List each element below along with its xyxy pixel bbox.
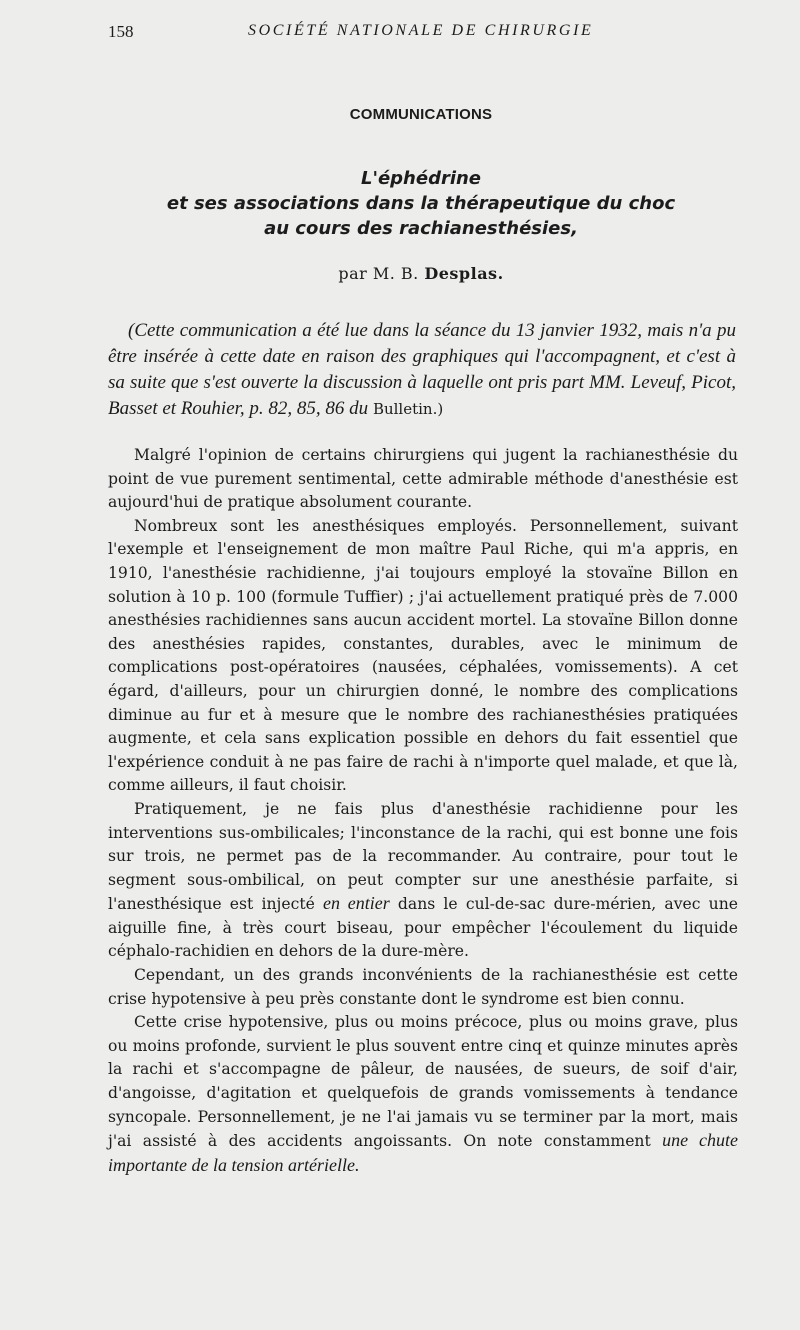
title-line-1: L'éphédrine: [360, 168, 482, 189]
paragraph-3-text-b: dans le cul-de-sac dure-mérien, avec une aiguille fine, à très court biseau, pour empêcher l'écoulement du liquide céphalo-rachidien en dehors de la dure-mère.: [108, 895, 738, 961]
paragraph-3-text-a: Pratiquement, je ne fais plus d'anesthésie rachidienne pour les interventions sus-ombilicales; l'inconstance de la rachi, qui est bonne une fois sur trois, ne permet pas de la recommander. Au contraire, pour tout le segment sous-ombilical, on peut compter sur une anesthésie parfaite, si l'anesthésique est injecté: [108, 799, 738, 914]
paragraph-3: [108, 798, 738, 964]
title-line-3: au cours des rachianesthésies,: [264, 218, 578, 239]
title-line-2: et ses associations dans la thérapeutique du choc: [166, 193, 676, 214]
paragraph-5-emphasis: une chute importante de la tension artérielle.: [108, 1130, 738, 1175]
section-heading: COMMUNICATIONS: [349, 106, 493, 123]
editorial-note: [108, 318, 736, 422]
paragraph-5: [108, 1011, 738, 1178]
note-text: (Cette communication a été lue dans la séance du 13 janvier 1932, mais n'a pu être insérée à cette date en raison des graphiques qui l'accompagnent, et c'est à sa suite que s'est ouverte la discussion à laquelle ont pris part MM. Leveuf, Picot, Basset et Rouhier, p. 82, 85, 86 du: [108, 320, 736, 419]
article-body: [108, 444, 738, 1178]
running-head: [108, 22, 738, 46]
paragraph-2: Nombreux sont les anesthésiques employés. Personnellement, suivant l'exemple et l'enseignement de mon maître Paul Riche, qui m'a appris, en 1910, l'anesthésie rachidienne, j'ai toujours employé la stovaïne Billon en solution à 10 p. 100 (formule Tuffier) ; j'ai actuellement pratiqué près de 7.000 anesthésies rachidiennes sans aucun accident mortel. La stovaïne Billon donne des anesthésies rapides, constantes, durables, avec le minimum de complications post-opératoires (nausées, céphalées, vomissements). A cet égard, d'ailleurs, pour un chirurgien donné, le nombre des complications diminue au fur et à mesure que le nombre des rachianesthésies pratiquées augmente, et cela sans explication possible en dehors du fait essentiel que l'expérience conduit à ne pas faire de rachi à n'importe quel malade, et que là, comme ailleurs, il faut choisir.: [108, 516, 738, 795]
paragraph-1: Malgré l'opinion de certains chirurgiens qui jugent la rachianesthésie du point de vue purement sentimental, cette admirable méthode d'anesthésie est aujourd'hui de pratique absolument courante.: [108, 446, 738, 512]
journal-title: SOCIÉTÉ NATIONALE DE CHIRURGIE: [248, 22, 594, 39]
paragraph-3-emphasis: en entier: [323, 893, 390, 914]
paragraph-5-text: Cette crise hypotensive, plus ou moins précoce, plus ou moins grave, plus ou moins profonde, survient le plus souvent entre cinq et quinze minutes après la rachi et s'accompagne de pâleur, de nausées, de sueurs, de soif d'air, d'angoisse, d'agitation et quelquefois de grands vomissements à tendance syncopale. Personnellement, je ne l'ai jamais vu se terminer par la mort, mais j'ai assisté à des accidents angoissants. On note constamment: [108, 1013, 738, 1151]
author-line: [0, 264, 800, 283]
note-bulletin: Bulletin.): [372, 400, 444, 418]
paragraph-4: Cependant, un des grands inconvénients de la rachianesthésie est cette crise hypotensive à peu près constante dont le syndrome est bien connu.: [108, 966, 738, 1008]
page-number: 158: [108, 22, 134, 41]
author-name: Desplas.: [424, 264, 504, 283]
article-title: [0, 166, 800, 241]
author-prefix: par M. B.: [338, 264, 419, 283]
